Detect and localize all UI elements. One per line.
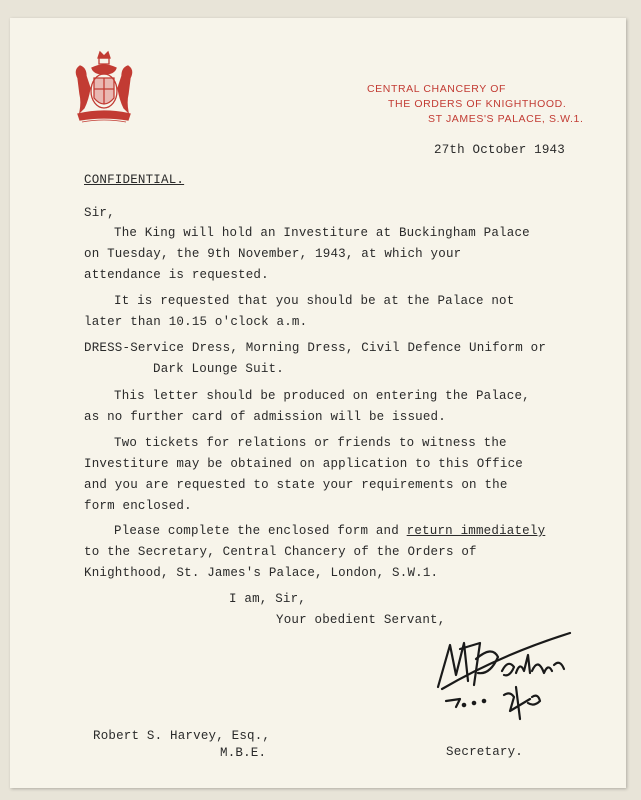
paragraph-3-line-2: Dark Lounge Suit.	[153, 362, 284, 376]
closing-line-1: I am, Sir,	[229, 592, 307, 606]
return-immediately-underlined: return immediately	[406, 524, 546, 538]
paragraph-5-line-2: Investiture may be obtained on application to this Office	[84, 457, 523, 471]
paragraph-5-line-4: form enclosed.	[84, 499, 192, 513]
paragraph-1-line-3: attendance is requested.	[84, 268, 269, 282]
paragraph-6-line-2: to the Secretary, Central Chancery of the Orders of	[84, 545, 477, 559]
recipient-honour: M.B.E.	[220, 746, 267, 760]
recipient-name: Robert S. Harvey, Esq.,	[93, 729, 271, 743]
salutation: Sir,	[84, 206, 115, 220]
paragraph-1-line-1: The King will hold an Investiture at Buckingham Palace	[114, 226, 530, 240]
paragraph-2-line-2: later than 10.15 o'clock a.m.	[84, 315, 308, 329]
paragraph-5-line-1: Two tickets for relations or friends to witness the	[114, 436, 507, 450]
paragraph-6-line-1	[114, 524, 545, 538]
letterhead-line-1: CENTRAL CHANCERY OF	[367, 83, 506, 95]
royal-coat-of-arms-logo	[70, 48, 138, 130]
paragraph-3-line-1: DRESS-Service Dress, Morning Dress, Civil Defence Uniform or	[84, 341, 547, 355]
closing-line-2: Your obedient Servant,	[276, 613, 446, 627]
signatory-title: Secretary.	[446, 745, 524, 759]
paragraph-5-line-3: and you are requested to state your requirements on the	[84, 478, 508, 492]
paragraph-6-intro: Please complete the enclosed form and	[114, 524, 407, 538]
letterhead-line-2: THE ORDERS OF KNIGHTHOOD.	[388, 98, 567, 110]
paragraph-4-line-2: as no further card of admission will be issued.	[84, 410, 446, 424]
paragraph-6-line-3: Knighthood, St. James's Palace, London, S.W.1.	[84, 566, 439, 580]
paragraph-2-line-1: It is requested that you should be at the Palace not	[114, 294, 515, 308]
handwritten-signature	[420, 615, 580, 725]
letter-date: 27th October 1943	[434, 143, 565, 157]
confidential-heading: CONFIDENTIAL.	[84, 173, 185, 187]
letterhead-line-3: ST JAMES'S PALACE, S.W.1.	[428, 113, 584, 125]
paragraph-1-line-2: on Tuesday, the 9th November, 1943, at which your	[84, 247, 462, 261]
paragraph-4-line-1: This letter should be produced on entering the Palace,	[114, 389, 530, 403]
